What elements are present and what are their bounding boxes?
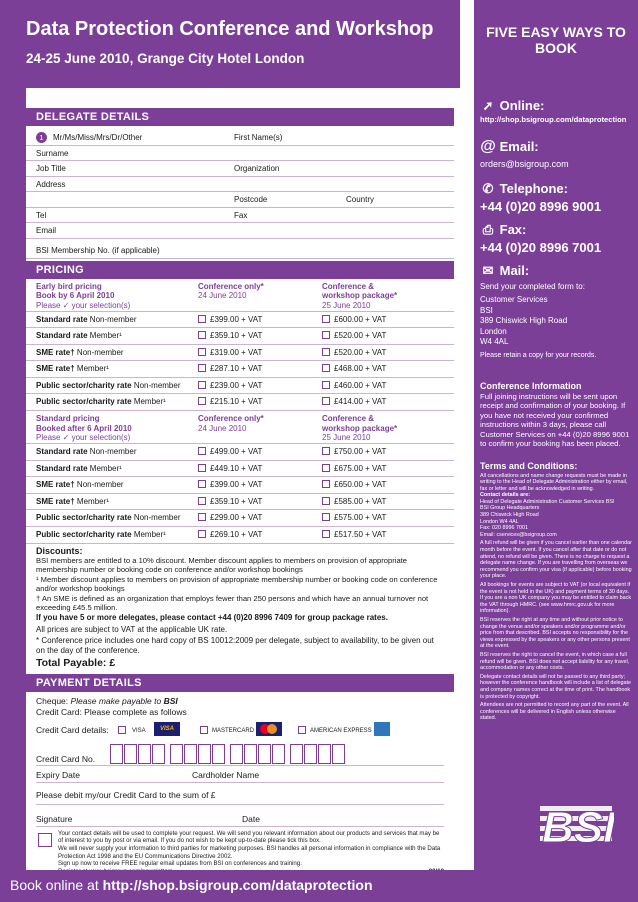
card-digit-box[interactable] xyxy=(244,744,257,764)
package-option xyxy=(322,381,386,390)
package-price: £520.00 + VAT xyxy=(334,331,387,341)
early-col3-l3: 25 June 2010 xyxy=(322,300,371,310)
discounts-line-1: BSI members are entitled to a 10% discount. Member discount applies to members on provision of appropriate membership number or booking code on conference and/or workshop bookings xyxy=(36,556,408,575)
address-line-1: Customer Services xyxy=(480,295,548,304)
title-field-label: Mr/Ms/Miss/Mrs/Dr/Other xyxy=(53,133,143,142)
terms-paragraph: London W4 4AL xyxy=(480,518,519,525)
online-heading-row xyxy=(474,98,638,114)
terms-paragraph: Head of Delegate Administration Customer Services BSI xyxy=(480,498,615,505)
rate-type: Standard rate xyxy=(36,463,88,473)
pricing.early-row xyxy=(26,394,454,411)
discounts-block xyxy=(26,544,454,669)
footer-url[interactable]: http://shop.bsigroup.com/dataprotection xyxy=(102,877,373,893)
email-heading-row xyxy=(474,138,638,156)
std-col3-l3: 25 June 2010 xyxy=(322,433,371,443)
terms-paragraph: Fax: 020 8996 7001 xyxy=(480,525,528,532)
package-option xyxy=(322,497,386,506)
pricing.standard-row xyxy=(26,510,454,527)
mail-heading: Mail: xyxy=(499,263,530,278)
package-option xyxy=(322,348,386,357)
address-line-2: BSI xyxy=(480,305,493,315)
early-col2-l1: Conference only* xyxy=(198,281,264,291)
card-digit-box[interactable] xyxy=(138,744,151,764)
rate-type: SME rate† xyxy=(36,347,75,357)
card-digit-box[interactable] xyxy=(318,744,331,764)
card-type-row xyxy=(36,722,444,738)
conference-checkbox[interactable] xyxy=(198,530,206,538)
conference-option xyxy=(198,364,262,373)
rate-membership: Non-member xyxy=(74,347,124,357)
terms-paragraph: All bookings for events are subject to VAT (or local equivalent if the event is not held in the UK) and payment terms of 30 days. If you are a non UK company you may be entitled to claim back the VAT through HMRC. (see www.hmrc.gov.uk for more information). xyxy=(480,582,632,615)
mastercard-label: MASTERCARD xyxy=(212,727,255,734)
package-price: £517.50 + VAT xyxy=(334,530,387,540)
rate-label xyxy=(36,530,166,539)
payment-block xyxy=(26,692,454,876)
package-price: £520.00 + VAT xyxy=(334,347,387,357)
rate-label xyxy=(36,315,136,324)
conference-checkbox[interactable] xyxy=(198,447,206,455)
conference-checkbox[interactable] xyxy=(198,331,206,339)
cheque-line xyxy=(36,696,444,707)
discounts-line-6: * Conference price includes one hard copy of BS 10012:2009 per delegate, subject to availability, to be given out on the day of the conference. xyxy=(36,636,434,655)
tel-label: Tel xyxy=(36,210,47,220)
pricing.standard-row xyxy=(26,494,454,511)
delegate-details-heading: DELEGATE DETAILS xyxy=(26,108,454,126)
conference-option xyxy=(198,348,262,357)
early-col3-l1: Conference & xyxy=(322,281,375,291)
conference-price: £449.10 + VAT xyxy=(210,463,263,473)
conference-option xyxy=(198,464,262,473)
rate-label xyxy=(36,331,122,340)
booking-form xyxy=(26,88,454,870)
address-row[interactable] xyxy=(26,177,454,193)
pricing.early-row xyxy=(26,312,454,329)
mail-heading-row xyxy=(474,263,638,279)
retain-note: Please retain a copy for your records. xyxy=(480,351,597,359)
cardholder-label: Cardholder Name xyxy=(192,769,260,780)
conference-price: £287.10 + VAT xyxy=(210,364,263,374)
package-price: £675.00 + VAT xyxy=(334,463,387,473)
rate-membership: Member¹ xyxy=(87,331,122,341)
terms-paragraph: Contact details are: xyxy=(480,492,531,499)
package-checkbox[interactable] xyxy=(322,381,330,389)
rate-type: Standard rate xyxy=(36,314,88,324)
rate-label xyxy=(36,513,181,522)
amex-label: AMERICAN EXPRESS xyxy=(310,727,372,734)
rate-membership: Member¹ xyxy=(74,364,109,374)
card-digit-box[interactable] xyxy=(184,744,197,764)
conference-checkbox[interactable] xyxy=(198,348,206,356)
job-row[interactable] xyxy=(26,161,454,177)
discounts-line-3: † An SME is defined as an organization that employs fewer than 250 persons and which have an annual turnover not exceeding £45.5 million. xyxy=(36,593,429,613)
std-col3-l1: Conference & xyxy=(322,414,375,424)
package-option xyxy=(322,331,386,340)
package-checkbox[interactable] xyxy=(322,331,330,339)
card-details-label: Credit Card details: xyxy=(36,724,109,735)
organization-label: Organization xyxy=(234,164,280,173)
conference-price: £399.00 + VAT xyxy=(210,480,263,490)
rate-membership: Non-member xyxy=(74,480,124,490)
pricing.standard-row xyxy=(26,444,454,461)
telephone-heading-row xyxy=(474,181,638,197)
terms-paragraph: Email: cservices@bsigroup.com xyxy=(480,531,557,538)
pricing.early-row xyxy=(26,328,454,345)
rate-type: SME rate† xyxy=(36,364,75,374)
rate-type: Public sector/charity rate xyxy=(36,397,132,407)
postcode-label: Postcode xyxy=(234,195,268,204)
rate-label xyxy=(36,447,136,456)
privacy-block xyxy=(36,830,444,876)
discounts-line-4: If you have 5 or more delegates, please contact +44 (0)20 8996 7409 for group package rates. xyxy=(36,613,388,623)
terms-text xyxy=(474,473,638,722)
rate-label xyxy=(36,464,122,473)
conference-price: £399.00 + VAT xyxy=(210,314,263,324)
conference-checkbox[interactable] xyxy=(198,397,206,405)
email-row[interactable] xyxy=(26,223,454,239)
rate-type: SME rate† xyxy=(36,496,75,506)
envelope-icon: ✉ xyxy=(482,263,494,278)
cheque-instruction: Please make payable to xyxy=(70,695,164,706)
package-option xyxy=(322,397,386,406)
package-option xyxy=(322,480,386,489)
package-price: £750.00 + VAT xyxy=(334,447,387,457)
terms-paragraph: 389 Chiswick High Road xyxy=(480,512,539,519)
terms-paragraph: Delegate contact details will not be passed to any third party; however the conference handbook will include a list of delegate and company names correct at the time of print. The handbook is protected by copyright. xyxy=(480,673,632,700)
rate-label xyxy=(36,381,181,390)
rate-label xyxy=(36,397,166,406)
card-digit-box[interactable] xyxy=(332,744,345,764)
rate-type: Standard rate xyxy=(36,331,88,341)
early-col1-l3: Please ✓ your selection(s) xyxy=(36,300,131,310)
rate-membership: Member¹ xyxy=(131,397,166,407)
address-label: Address xyxy=(36,179,66,189)
pricing.standard-row xyxy=(26,477,454,494)
conference-info-text: Full joining instructions will be sent upon receipt and confirmation of your booking. If you have not received your confirmed instructions within 3 days, please call Customer Services on +44 (0)20 8996 9001 to confirm your booking has been placed. xyxy=(480,391,630,448)
pricing.standard-row xyxy=(26,527,454,544)
fax-icon: ⎙ xyxy=(482,222,494,237)
conference-price: £319.00 + VAT xyxy=(210,347,263,357)
card-digit-box[interactable] xyxy=(272,744,285,764)
conference-checkbox[interactable] xyxy=(198,464,206,472)
job-title-label: Job Title xyxy=(36,164,66,173)
title-row[interactable] xyxy=(26,130,454,146)
conference-option xyxy=(198,331,262,340)
rate-type: Public sector/charity rate xyxy=(36,513,132,523)
card-digit-box[interactable] xyxy=(170,744,183,764)
delegate-number-badge: 1 xyxy=(36,132,47,143)
fax-number[interactable]: +44 (0)20 8996 7001 xyxy=(480,240,602,255)
visa-label: VISA xyxy=(132,727,146,734)
date-label: Date xyxy=(242,813,260,824)
card-digit-box[interactable] xyxy=(152,744,165,764)
package-option xyxy=(322,447,386,456)
phone-icon: ✆ xyxy=(482,181,494,196)
payment-heading: PAYMENT DETAILS xyxy=(26,674,454,692)
package-option xyxy=(322,464,386,473)
early-col3-l2: workshop package* xyxy=(322,291,398,300)
standard-pricing-header xyxy=(26,411,454,444)
signature-row[interactable] xyxy=(36,805,444,827)
conference-checkbox[interactable] xyxy=(198,315,206,323)
package-checkbox[interactable] xyxy=(322,480,330,488)
std-col1-l1: Standard pricing xyxy=(36,414,100,424)
pricing.early-row xyxy=(26,378,454,395)
discounts-heading: Discounts: xyxy=(36,545,83,556)
conference-price: £215.10 + VAT xyxy=(210,397,263,407)
package-price: £650.00 + VAT xyxy=(334,480,387,490)
signature-label: Signature xyxy=(36,813,73,824)
fax-heading-row xyxy=(474,222,638,238)
surname-row[interactable] xyxy=(26,146,454,162)
terms-heading: Terms and Conditions: xyxy=(480,460,578,471)
debit-label: Please debit my/our Credit Card to the sum of £ xyxy=(36,789,216,800)
postcode-row[interactable] xyxy=(26,192,454,208)
rate-type: SME rate† xyxy=(36,480,75,490)
rate-label xyxy=(36,480,124,489)
pricing.early-row xyxy=(26,361,454,378)
pricing.early-row xyxy=(26,345,454,362)
card-number-row xyxy=(36,744,444,766)
conference-option xyxy=(198,315,262,324)
card-digit-box[interactable] xyxy=(212,744,225,764)
opt-out-checkbox[interactable] xyxy=(38,833,52,847)
header-gap xyxy=(460,0,474,88)
rate-label xyxy=(36,348,124,357)
card-digit-box[interactable] xyxy=(290,744,303,764)
card-digit-box[interactable] xyxy=(230,744,243,764)
conference-option xyxy=(198,530,262,539)
conference-price: £239.00 + VAT xyxy=(210,380,263,390)
conference-option xyxy=(198,480,262,489)
terms-paragraph: All cancellations and name change requests must be made in writing to the Head of Delegate Administration either by email, fax or letter and will be acknowledged in writing. xyxy=(480,472,628,492)
page-subtitle: 24-25 June 2010, Grange City Hotel London xyxy=(26,51,305,66)
total-payable[interactable]: Total Payable: £ xyxy=(36,657,116,670)
package-price: £468.00 + VAT xyxy=(334,364,387,374)
visa-logo: VISA xyxy=(154,722,180,736)
privacy-text-1: Your contact details will be used to complete your request. We will send you relevant information about our products and services that may be of interest to you by post or via email. If you do not wish to be kept up-to-date please tick this box. xyxy=(58,829,440,845)
card-number-boxes[interactable] xyxy=(110,744,346,767)
rate-label xyxy=(36,364,109,373)
std-col1-l2: Booked after 6 April 2010 xyxy=(36,423,132,433)
rate-type: Public sector/charity rate xyxy=(36,380,132,390)
mastercard-logo xyxy=(256,722,282,736)
package-checkbox[interactable] xyxy=(322,315,330,323)
privacy-text-2: We will never supply your information to third parties for marketing purposes. BSI handles all personal information in compliance with the Data Protection Act 1998 and the EU Communications Directive 2002. xyxy=(58,845,441,860)
credit-line: Credit Card: Please complete as follows xyxy=(36,706,187,717)
package-checkbox[interactable] xyxy=(322,513,330,521)
conference-price: £359.10 + VAT xyxy=(210,331,263,341)
rate-membership: Non-member xyxy=(87,447,137,457)
country-label: Country xyxy=(346,195,375,204)
package-checkbox[interactable] xyxy=(322,397,330,405)
rate-membership: Member¹ xyxy=(131,530,166,540)
online-heading: Online: xyxy=(499,98,545,113)
conference-option xyxy=(198,381,262,390)
conference-checkbox[interactable] xyxy=(198,381,206,389)
conference-price: £299.00 + VAT xyxy=(210,513,263,523)
amex-logo xyxy=(374,722,390,736)
membership-row[interactable] xyxy=(26,239,454,259)
tel-row[interactable] xyxy=(26,208,454,224)
early-price-rows xyxy=(26,312,454,412)
rate-membership: Non-member xyxy=(131,513,181,523)
conference-checkbox[interactable] xyxy=(198,364,206,372)
package-price: £575.00 + VAT xyxy=(334,513,387,523)
std-col2-l2: 24 June 2010 xyxy=(198,423,247,433)
card-digit-box[interactable] xyxy=(258,744,271,764)
card-digit-box[interactable] xyxy=(110,744,123,764)
early-col1-l1: Early bird pricing xyxy=(36,281,102,291)
discounts-line-5: All prices are subject to VAT at the applicable UK rate. xyxy=(36,624,228,634)
online-url[interactable]: http://shop.bsigroup.com/dataprotection xyxy=(480,115,627,124)
footer xyxy=(0,870,638,902)
conference-info-heading: Conference Information xyxy=(480,380,582,391)
fax-heading: Fax: xyxy=(499,222,527,237)
fax-label: Fax xyxy=(234,210,248,220)
rate-type: Public sector/charity rate xyxy=(36,530,132,540)
package-checkbox[interactable] xyxy=(322,497,330,505)
early-col1-l2: Book by 6 April 2010 xyxy=(36,291,115,300)
pricing-heading: PRICING xyxy=(26,261,454,279)
package-option xyxy=(322,315,386,324)
conference-option xyxy=(198,447,262,456)
conference-checkbox[interactable] xyxy=(198,480,206,488)
terms-paragraph: BSI Group Headquarters xyxy=(480,505,540,512)
rate-membership: Non-member xyxy=(87,314,137,324)
card-digit-box[interactable] xyxy=(304,744,317,764)
bsi-logo-text: BSI xyxy=(542,803,614,852)
conference-option xyxy=(198,397,262,406)
visa-checkbox[interactable] xyxy=(118,726,126,734)
address-line-4: London xyxy=(480,326,507,336)
package-price: £585.00 + VAT xyxy=(334,496,387,506)
package-option xyxy=(322,513,386,522)
privacy-text-3: Sign up now to receive FREE regular email updates from BSI on conferences and training. xyxy=(58,860,302,868)
surname-label: Surname xyxy=(36,148,69,158)
terms-paragraph: Attendees are not permitted to record any part of the event. All conferences will be delivered in English unless otherwise stated. xyxy=(480,702,629,722)
conference-checkbox[interactable] xyxy=(198,513,206,521)
sidebar-title: FIVE EASY WAYS TO BOOK xyxy=(486,24,626,56)
package-price: £460.00 + VAT xyxy=(334,380,387,390)
conference-option xyxy=(198,513,262,522)
pricing.standard-row xyxy=(26,461,454,478)
terms-paragraph: BSI reserves the right to cancel the event, in which case a full refund will be given. BSI does not accept liability for any travel, accommodation or any other costs. xyxy=(480,651,630,672)
rate-type: Standard rate xyxy=(36,447,88,457)
rate-membership: Member¹ xyxy=(87,463,122,473)
package-checkbox[interactable] xyxy=(322,464,330,472)
amex-checkbox[interactable] xyxy=(298,726,306,734)
terms-paragraph: A full refund will be given if you cancel earlier than one calendar month before the event. If you cancel after that date or do not attend, no refund will be given. There is no charge to request a delegate name change. If you are travelling from overseas we recommend you confirm your visa (if applicable) before booking your place. xyxy=(480,540,632,580)
package-option xyxy=(322,530,386,539)
email-label: Email xyxy=(36,226,57,235)
conference-price: £499.00 + VAT xyxy=(210,447,263,457)
early-col2-l2: 24 June 2010 xyxy=(198,291,247,300)
standard-price-rows xyxy=(26,444,454,544)
email-heading: Email: xyxy=(499,139,539,154)
package-price: £414.00 + VAT xyxy=(334,397,387,407)
cursor-icon: ➚ xyxy=(482,98,494,113)
first-name-label: First Name(s) xyxy=(234,133,283,142)
mastercard-checkbox[interactable] xyxy=(200,726,208,734)
left-bar xyxy=(0,88,26,870)
booking-sidebar xyxy=(474,0,638,902)
mail-address xyxy=(474,295,638,348)
conference-price: £269.10 + VAT xyxy=(210,530,263,540)
std-col3-l2: workshop package* xyxy=(322,423,398,433)
email-address[interactable]: orders@bsigroup.com xyxy=(480,159,569,169)
rate-membership: Member¹ xyxy=(74,496,109,506)
rate-membership: Non-member xyxy=(131,380,181,390)
expiry-row[interactable] xyxy=(36,766,444,783)
card-number-label: Credit Card No. xyxy=(36,753,96,764)
telephone-number[interactable]: +44 (0)20 8996 9001 xyxy=(480,199,602,214)
discounts-line-2: ¹ Member discount applies to members on provision of appropriate membership number or booking code on conference and/or workshop bookings xyxy=(36,574,438,594)
page-title: Data Protection Conference and Workshop xyxy=(26,18,434,40)
card-digit-box[interactable] xyxy=(198,744,211,764)
package-checkbox[interactable] xyxy=(322,348,330,356)
header xyxy=(0,0,460,88)
conference-checkbox[interactable] xyxy=(198,497,206,505)
debit-row[interactable] xyxy=(36,783,444,805)
package-checkbox[interactable] xyxy=(322,530,330,538)
package-price: £600.00 + VAT xyxy=(334,314,387,324)
at-icon: @ xyxy=(480,138,496,155)
membership-label: BSI Membership No. (if applicable) xyxy=(36,245,160,255)
address-line-5: W4 4AL xyxy=(480,337,509,346)
mail-instruction: Send your completed form to: xyxy=(480,282,585,291)
package-checkbox[interactable] xyxy=(322,364,330,372)
rate-label xyxy=(36,497,109,506)
telephone-heading: Telephone: xyxy=(499,181,568,196)
conference-option xyxy=(198,497,262,506)
terms-paragraph: BSI reserves the right at any time and without prior notice to change the venue and/or speakers and/or programme and/or price from that described. BSI accepts no responsibility for the views expressed by the speakers or any other persons present at the event. xyxy=(480,616,630,650)
package-checkbox[interactable] xyxy=(322,447,330,455)
bsi-logo xyxy=(540,792,614,852)
std-col1-l3: Please ✓ your selection(s) xyxy=(36,433,131,443)
conference-price: £359.10 + VAT xyxy=(210,496,263,506)
card-digit-box[interactable] xyxy=(124,744,137,764)
early-pricing-header xyxy=(26,279,454,312)
cheque-label: Cheque: xyxy=(36,695,71,706)
package-option xyxy=(322,364,386,373)
footer-prefix: Book online at xyxy=(10,877,103,893)
address-line-3: 389 Chiswick High Road xyxy=(480,316,568,325)
expiry-label: Expiry Date xyxy=(36,769,80,780)
cheque-payee: BSI xyxy=(163,695,178,706)
std-col2-l1: Conference only* xyxy=(198,414,264,424)
